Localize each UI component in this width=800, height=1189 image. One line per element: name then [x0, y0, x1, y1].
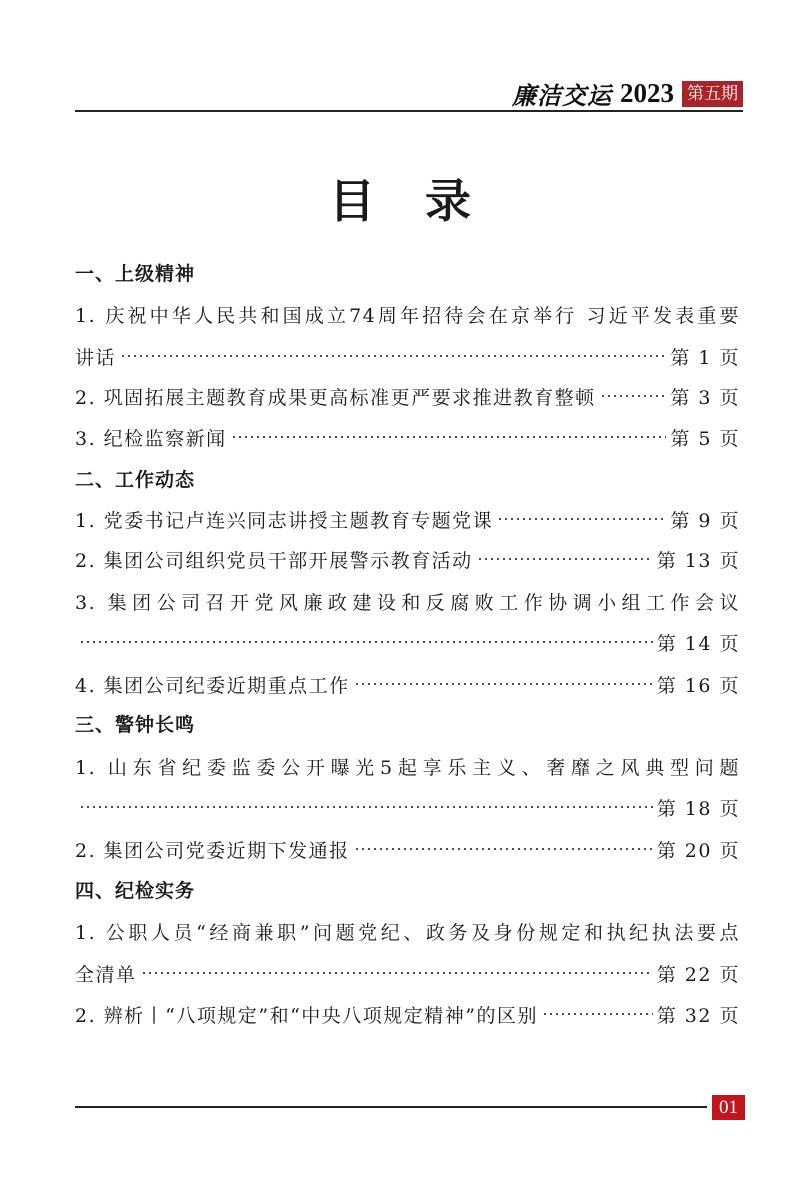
toc-entry[interactable]: [75, 586, 740, 616]
entry-page: 第 16 页: [656, 674, 740, 697]
entry-title: 讲话: [75, 346, 117, 369]
section-heading: 三、警钟长鸣: [75, 713, 196, 736]
entry-title: 2. 集团公司组织党员干部开展警示教育活动: [75, 549, 473, 572]
section-heading: 一、上级精神: [75, 262, 196, 285]
section-heading: 二、工作动态: [75, 468, 196, 491]
page-number: 01: [712, 1095, 745, 1120]
dot-leader: [542, 999, 653, 1029]
toc-entry[interactable]: [75, 341, 740, 371]
entry-title: 2. 辨析丨“八项规定”和“中央八项规定精神”的区别: [75, 1004, 539, 1027]
toc-entry[interactable]: [75, 958, 740, 988]
entry-title: 1. 党委书记卢连兴同志讲授主题教育专题党课: [75, 509, 494, 532]
section-heading: 四、纪检实务: [75, 879, 196, 902]
dot-leader: [477, 544, 653, 574]
dot-leader: [79, 627, 653, 657]
entry-title: 1. 庆祝中华人民共和国成立74周年招待会在京举行 习近平发表重要: [75, 304, 740, 327]
magazine-header: [512, 76, 743, 111]
dot-leader: [79, 792, 653, 822]
magazine-year: 2023: [620, 78, 674, 108]
dot-leader: [120, 341, 666, 371]
entry-page: 第 3 页: [670, 386, 740, 409]
entry-title: 1. 公职人员“经商兼职”问题党纪、政务及身份规定和执纪执法要点: [75, 921, 740, 944]
toc-entry[interactable]: [75, 627, 740, 657]
dot-leader: [231, 422, 667, 452]
entry-title: 1. 山东省纪委监委公开曝光5起享乐主义、奢靡之风典型问题: [75, 756, 740, 779]
toc-entry[interactable]: [75, 999, 740, 1029]
dot-leader: [141, 958, 653, 988]
toc-entry[interactable]: [75, 544, 740, 574]
entry-title: 全清单: [75, 963, 137, 986]
toc-entry[interactable]: [75, 751, 740, 781]
entry-title: 2. 集团公司党委近期下发通报: [75, 839, 350, 862]
dot-leader: [354, 669, 653, 699]
entry-page: 第 32 页: [656, 1004, 740, 1027]
entry-page: 第 22 页: [656, 963, 740, 986]
issue-badge: 第五期: [682, 81, 743, 107]
toc-entry[interactable]: [75, 504, 740, 534]
footer-divider: [75, 1106, 707, 1108]
entry-title: 4. 集团公司纪委近期重点工作: [75, 674, 350, 697]
entry-title: 3. 纪检监察新闻: [75, 427, 227, 450]
entry-title: 3. 集团公司召开党风廉政建设和反腐败工作协调小组工作会议: [75, 591, 740, 614]
entry-page: 第 18 页: [656, 797, 740, 820]
magazine-title: 廉洁交运: [512, 81, 612, 110]
page-title: 目录: [329, 174, 521, 228]
dot-leader: [497, 504, 666, 534]
toc-entry[interactable]: [75, 669, 740, 699]
toc-entry[interactable]: [75, 792, 740, 822]
entry-page: 第 9 页: [670, 509, 740, 532]
toc-entry[interactable]: [75, 422, 740, 452]
entry-page: 第 20 页: [656, 839, 740, 862]
header-divider: [75, 110, 743, 112]
toc-entry[interactable]: [75, 381, 740, 411]
entry-title: 2. 巩固拓展主题教育成果更高标准更严要求推进教育整顿: [75, 386, 596, 409]
entry-page: 第 14 页: [656, 632, 740, 655]
entry-page: 第 1 页: [670, 346, 740, 369]
toc-entry[interactable]: [75, 299, 740, 329]
entry-page: 第 13 页: [656, 549, 740, 572]
dot-leader: [354, 834, 653, 864]
dot-leader: [600, 381, 667, 411]
toc-entry[interactable]: [75, 916, 740, 946]
toc-entry[interactable]: [75, 834, 740, 864]
entry-page: 第 5 页: [670, 427, 740, 450]
